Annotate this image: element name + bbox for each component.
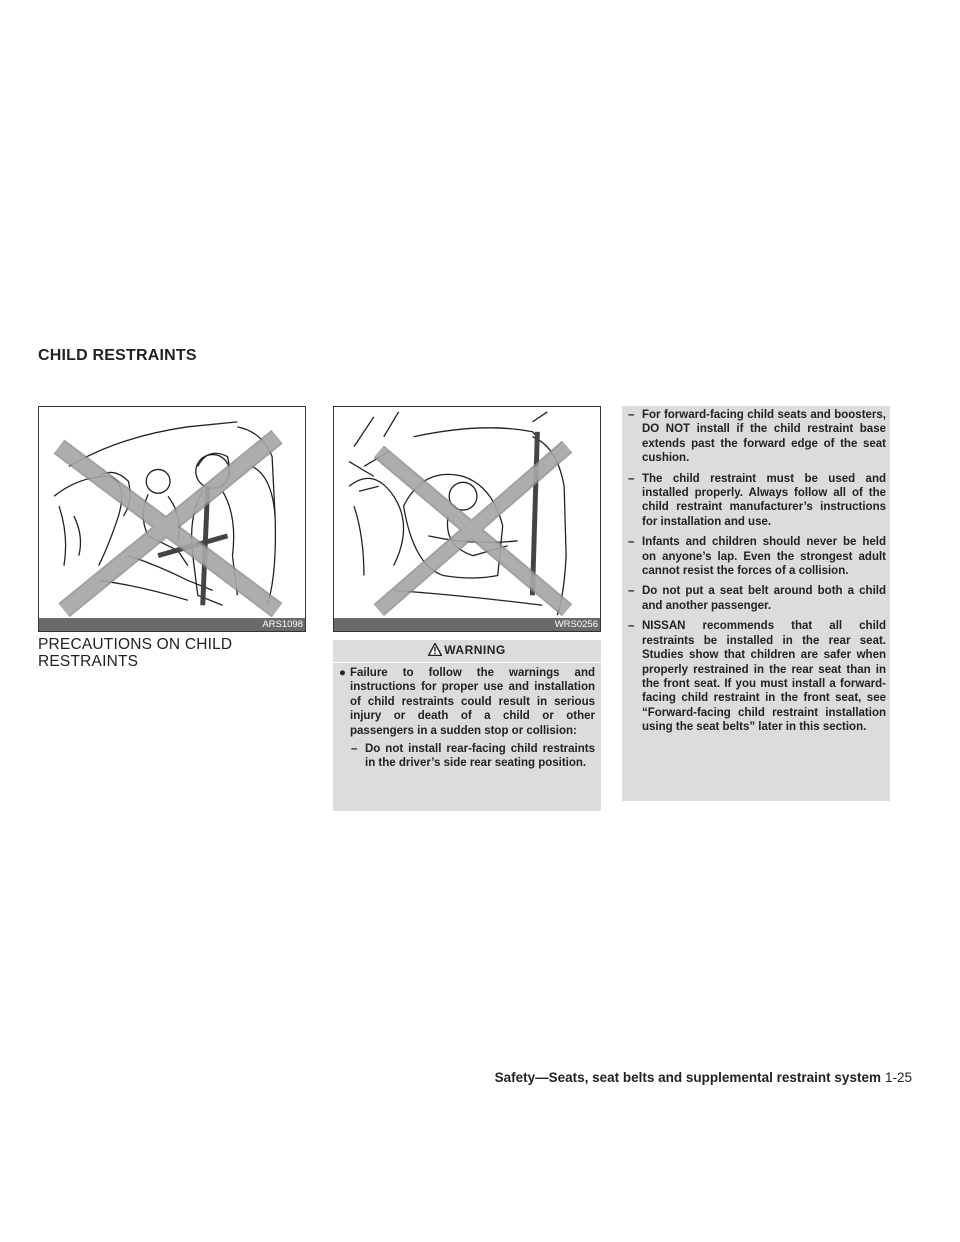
subsection-heading: PRECAUTIONS ON CHILD RESTRAINTS [38, 636, 233, 670]
warning-item-text: NISSAN recommends that all child restraints be installed in the rear seat. Studies show that children are safer when properly restrained in the rear seat than in the front seat. If you must install a forward-facing child restraint in the front seat, see “Forward-facing child restraint installation using the seat belts” later in this section. [642, 620, 886, 734]
figure-airbag-rear-facing-illustration [333, 406, 601, 632]
figure-label: ARS1098 [262, 619, 303, 630]
dash-marker: – [628, 536, 635, 549]
warning-item-text: Infants and children should never be held on anyone’s lap. Even the strongest adult cannot resist the forces of a collision. [642, 536, 886, 578]
figure-lap-child-illustration [38, 406, 306, 632]
airbag-rear-facing-illustration [334, 407, 600, 631]
dash-marker: – [351, 743, 358, 755]
page-footer [495, 1070, 912, 1085]
footer-chapter-title: Safety—Seats, seat belts and supplemental restraint system [494, 1070, 881, 1085]
warning-box-continued [622, 406, 890, 801]
dash-marker: – [628, 620, 635, 633]
warning-item-text: For forward-facing child seats and boosters, DO NOT install if the child restraint base extends past the forward edge of the seat cushion. [642, 409, 886, 465]
section-heading: CHILD RESTRAINTS [38, 347, 197, 364]
warning-item [628, 619, 886, 734]
warning-bullet-text: Failure to follow the warnings and instructions for proper use and installation of child restraints could result in serious injury or death of a child or other passengers in a sudden stop or collision: [350, 667, 595, 737]
dash-marker: – [628, 472, 635, 485]
figure-label: WRS0256 [554, 619, 598, 630]
warning-item-text: The child restraint must be used and installed properly. Always follow all of the child restraint manufacturer’s instructions for installation and use. [642, 472, 886, 528]
warning-title-text: WARNING [444, 643, 506, 657]
warning-bullet [339, 666, 595, 738]
warning-triangle-icon [428, 643, 442, 659]
dash-marker: – [628, 409, 635, 421]
warning-item [628, 472, 886, 530]
warning-item [628, 535, 886, 578]
warning-item-text: Do not put a seat belt around both a child and another passenger. [642, 585, 886, 612]
page-number: 1-25 [884, 1070, 912, 1085]
bullet-icon: ● [339, 667, 346, 679]
warning-item [628, 408, 886, 466]
warning-item [339, 742, 595, 771]
warning-item-text: Do not install rear-facing child restraints in the driver’s side rear seating position. [365, 743, 595, 770]
warning-item [628, 584, 886, 613]
lap-child-illustration [39, 407, 305, 631]
dash-marker: – [628, 585, 635, 598]
warning-box [333, 640, 601, 811]
warning-title [333, 643, 601, 659]
